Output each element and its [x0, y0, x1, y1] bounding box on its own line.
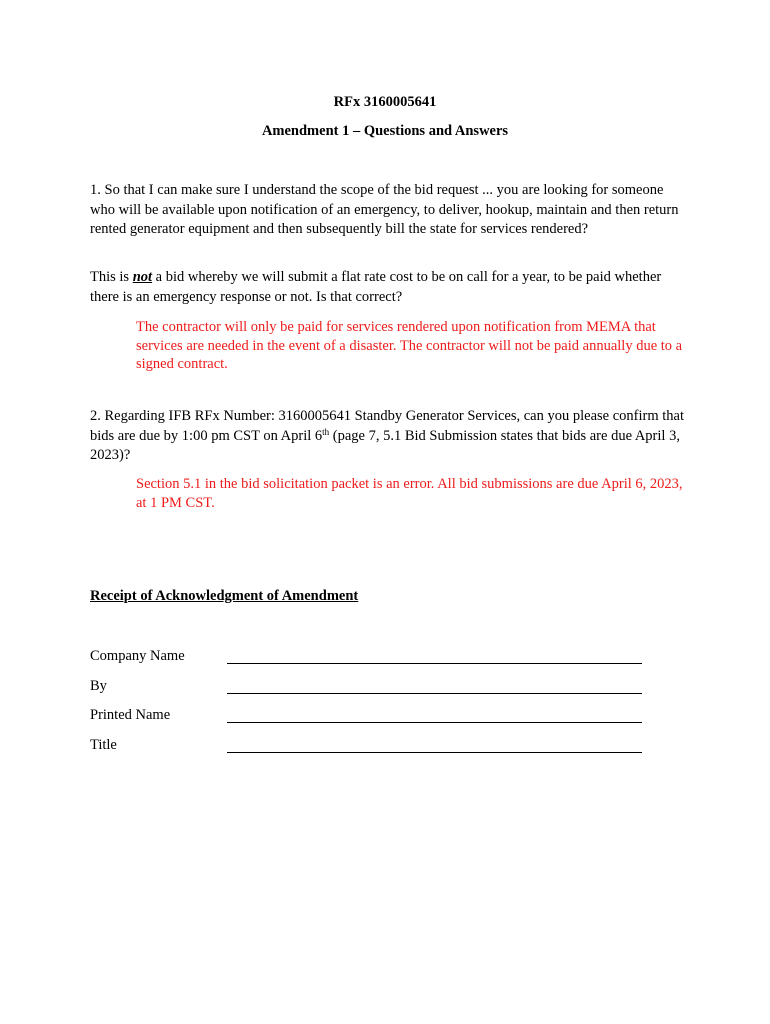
question-2-end: (page 7, 5.1 Bid Submission states that bids are due April 3, 2023)?	[90, 427, 680, 463]
question-1-clarification	[90, 268, 690, 307]
document-subtitle: Amendment 1 – Questions and Answers	[261, 123, 509, 139]
question-1-clarification-start: This is	[90, 269, 133, 285]
question-2-start: 2. Regarding IFB RFx Number: 3160005641 Standby Generator Services, can you please confirm that bids are due by 1:00 pm CST on April 6	[90, 408, 684, 444]
answer-1: The contractor will only be paid for services rendered upon notification from MEMA that services are needed in the event of a disaster. The contractor will not be paid annually due to a signed contract.	[136, 319, 683, 372]
by-label: By	[90, 678, 107, 694]
printed-name-field[interactable]	[227, 722, 642, 723]
ordinal-suffix: th	[322, 426, 330, 437]
by-field[interactable]	[227, 693, 642, 694]
emphasis-not: not	[132, 269, 153, 285]
company-name-field[interactable]	[227, 663, 642, 664]
acknowledgment-heading: Receipt of Acknowledgment of Amendment	[90, 588, 359, 604]
document-title: RFx 3160005641	[333, 94, 437, 110]
answer-2: Section 5.1 in the bid solicitation packet is an error. All bid submissions are due April 6, 2023, at 1 PM CST.	[136, 476, 683, 511]
title-field[interactable]	[227, 752, 642, 753]
company-name-label: Company Name	[90, 648, 185, 664]
question-1: 1. So that I can make sure I understand the scope of the bid request ... you are looking for someone who will be available upon notification of an emergency, to deliver, hookup, maintain and then return rented generator equipment and then subsequently bill the state for services rendered?	[90, 182, 679, 237]
printed-name-label: Printed Name	[90, 707, 171, 723]
question-2	[90, 407, 690, 466]
title-label: Title	[90, 737, 117, 753]
question-1-clarification-end: a bid whereby we will submit a flat rate cost to be on call for a year, to be paid whether there is an emergency response or not. Is that correct?	[90, 269, 662, 305]
